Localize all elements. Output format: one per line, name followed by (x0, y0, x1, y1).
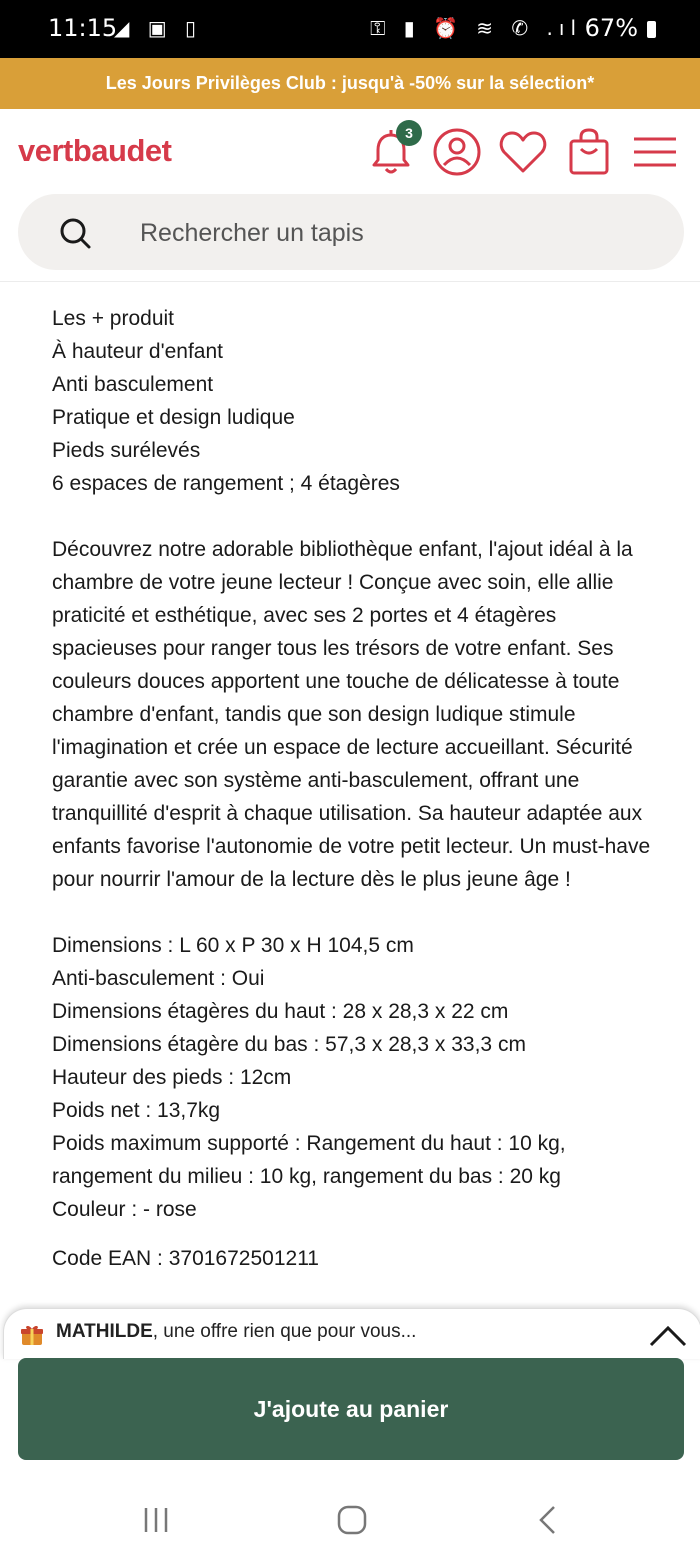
add-to-cart-button[interactable]: J'ajoute au panier (18, 1358, 684, 1460)
highlight-item: Anti basculement (52, 373, 214, 396)
status-left-icons: ◢ ▣ ▯ (114, 16, 202, 40)
promo-banner[interactable]: Les Jours Privilèges Club : jusqu'à -50% sur la sélection* (0, 58, 700, 109)
spec-item: Dimensions étagère du bas : 57,3 x 28,3 x 33,3 cm (52, 1033, 526, 1056)
spec-item: Poids maximum supporté : Rangement du haut : 10 kg, rangement du milieu : 10 kg, rangement du bas : 20 kg (52, 1132, 566, 1188)
hamburger-menu-icon[interactable] (628, 125, 682, 179)
description-paragraph: Découvrez notre adorable bibliothèque enfant, l'ajout idéal à la chambre de votre jeune lecteur ! Conçue avec soin, elle allie praticité et esthétique, avec ses 2 portes et 4 étagères spacieuses pour ranger tous les trésors de votre enfant. Ses couleurs douces apportent une touche de délicatesse à toute chambre d'enfant, tandis que son design ludique stimule l'imagination et crée un espace de lecture accueillant. Sécurité garantie avec son système anti-basculement, offrant une tranquillité d'esprit à chaque utilisation. Sa hauteur adaptée aux enfants favorise l'autonomie de votre petit lecteur. Un must-have pour nourrir l'amour de la lecture dès le plus jeune âge ! (52, 538, 651, 891)
spec-item: Anti-basculement : Oui (52, 967, 265, 990)
status-time: 11:15 (48, 14, 118, 42)
home-icon[interactable] (332, 1502, 372, 1538)
spec-item: Couleur : - rose (52, 1198, 197, 1221)
search-bar[interactable] (18, 194, 684, 270)
account-icon[interactable] (430, 125, 484, 179)
recent-apps-icon[interactable] (136, 1502, 176, 1538)
ean-code: Code EAN : 3701672501211 (52, 1247, 319, 1270)
offer-text: , une offre rien que pour vous... (152, 1321, 417, 1342)
spec-item: Hauteur des pieds : 12cm (52, 1066, 292, 1089)
notification-badge: 3 (396, 120, 422, 146)
battery-icon (647, 21, 656, 38)
product-description (52, 302, 662, 1275)
offer-name: MATHILDE (56, 1321, 153, 1342)
shopping-bag-icon[interactable] (562, 125, 616, 179)
search-icon[interactable] (58, 216, 92, 250)
gift-icon (20, 1323, 44, 1347)
spec-item: Dimensions étagères du haut : 28 x 28,3 x 22 cm (52, 1000, 509, 1023)
brand-logo[interactable]: vertbaudet (18, 133, 172, 168)
personal-offer-bar[interactable] (3, 1308, 700, 1359)
back-icon[interactable] (528, 1502, 568, 1538)
highlight-item: À hauteur d'enfant (52, 340, 223, 363)
battery-level: 67% (584, 14, 638, 42)
spec-item: Dimensions : L 60 x P 30 x H 104,5 cm (52, 934, 414, 957)
highlight-item: Pieds surélevés (52, 439, 201, 462)
system-navigation-bar (0, 1480, 700, 1559)
heart-icon[interactable] (496, 125, 550, 179)
highlight-item: Les + produit (52, 307, 175, 330)
spec-item: Poids net : 13,7kg (52, 1099, 221, 1122)
chevron-up-icon[interactable] (649, 1323, 687, 1347)
status-bar (0, 0, 700, 58)
site-header (0, 109, 700, 282)
highlight-item: Pratique et design ludique (52, 406, 295, 429)
highlight-item: 6 espaces de rangement ; 4 étagères (52, 472, 400, 495)
status-right-icons: ⚿ ▮ ⏰ ≋ ✆ .ıl (370, 16, 582, 40)
search-input[interactable] (138, 212, 642, 254)
